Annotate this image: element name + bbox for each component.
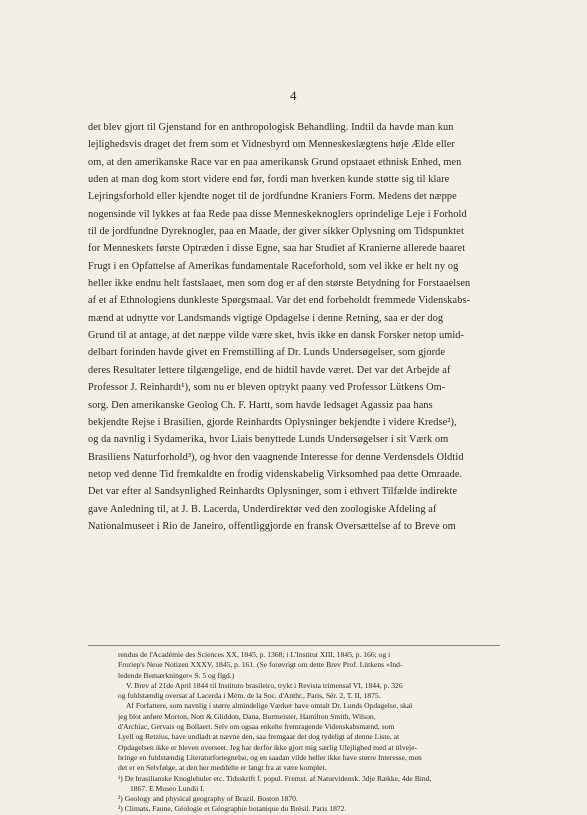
page-number: 4	[290, 88, 297, 103]
body-line: lejlighedsvis draget det frem som et Vidnesbyrd om Menneskeslægtens høje Ælde eller	[88, 139, 455, 151]
footnote-line: Froriep's Neue Notizen XXXV, 1845, p. 161. (Se forøvrigt om dette Brev Prof. Lütkens »Ind-	[118, 660, 403, 670]
body-line: Lejringsforhold eller kjendte noget til de jordfundne Kraniers Form. Medens det næppe	[88, 191, 457, 203]
footnote-line: V. Brev af 21de April 1844 til Instituto brasileiro, trykt i Revista trimensal VI, 1844, p. 326	[126, 680, 403, 690]
body-line: Frugt i en Opfattelse af Amerikas fundamentale Raceforhold, som vel ikke er helt ny og	[88, 260, 459, 272]
body-line: Brasiliens Naturforhold³), og hvor den vaagnende Interesse for denne Verdensdels Oldtid	[88, 451, 464, 463]
footnote-line: jeg blot anføre Morton, Nott & Gliddon, Dana, Burmeister, Hamilton Smith, Wilson,	[118, 711, 376, 721]
body-line: om, at den amerikanske Race var en paa amerikansk Grund opstaaet ethnisk Enhed, men	[88, 156, 462, 168]
footnote-line: Opdagelsen ikke er bleven overseet. Jeg har derfor ikke gjort mig særlig Ulejlighed med at tilveje-	[118, 742, 418, 752]
body-line: heller ikke endnu helt fastslaaet, men som dog er af den største Betydning for Forstaaelsen	[88, 278, 471, 290]
footnote-line: det er en Selvfølge, at den her meddelte er langt fra at være komplet.	[118, 763, 327, 773]
body-line: netop ved denne Tid fremkaldte en frodig videnskabelig Virksomhed paa dette Omraade.	[88, 468, 463, 480]
footnote-line: Lyell og Retzius, have undladt at nævne den, saa fremgaar det dog tydeligt af denne Liste, at	[118, 732, 400, 742]
footnote-line: rendus de l'Académie des Sciences XX, 1845, p. 1368; i L'Institut XIII, 1845, p. 166; og i	[118, 650, 391, 659]
body-line: og da navnlig i Sydamerika, hvor Liais benyttede Lunds Undersøgelser i sit Værk om	[88, 434, 449, 446]
body-line: til de jordfundne Dyreknogler, paa en Maade, der giver sikker Oplysning om Tidspunktet	[88, 226, 464, 238]
body-line: uden at man dog kom stort videre end før, fordi man hverken kunde støtte sig til klare	[88, 174, 450, 186]
footnote-line: ¹) De brasilianske Knoglehuler etc. Tidsskrift f. popul. Fremst. af Naturvidensk. 3dje Række, 4de Bind,	[118, 773, 432, 783]
body-line: mænd at udnytte vor Landsmands vigtige Opdagelse i denne Retning, saa er der dog	[88, 312, 444, 324]
body-line: af et af Ethnologiens dunkleste Spørgsmaal. Var det end forbeholdt fremmede Videnskabs-	[88, 295, 471, 307]
body-line: delbart forinden havde givet en Fremstilling af Dr. Lunds Undersøgelser, som gjorde	[88, 347, 446, 359]
body-line: gave Anledning til, at J. B. Lacerda, Underdirektør ved den zoologiske Afdeling af	[88, 503, 437, 515]
body-text	[88, 119, 500, 535]
body-line: sorg. Den amerikanske Geolog Ch. F. Hartt, som havde ledsaget Agassiz paa hans	[88, 399, 433, 411]
footnote-line: d'Archiac, Gervais og Bollaert. Selv om ogsaa enkelte fremragende Videnskabsmænd, som	[118, 722, 395, 732]
body-line: Det var efter al Sandsynlighed Reinhardts Oplysninger, som i ethvert Tilfælde indirekte	[88, 486, 458, 498]
footnote-line: og fuldstændig oversat af Lacerda i Mém. de la Soc. d'Anthr., Paris, Sér. 2, T. II, 1875.	[118, 691, 381, 701]
body-line: Nationalmuseet i Rio de Janeiro, offentliggjorde en fransk Oversættelse af to Breve om	[88, 520, 456, 532]
footnote-line: bringe en fuldstændig Literaturfortegnelse, og en saadan vilde heller ikke have større Interesse, men	[118, 752, 422, 762]
footnote-line: ledende Bemærkninger« S. 5 og flgd.)	[118, 670, 235, 680]
body-line: for Menneskets første Optræden i disse Egne, saa har Studiet af Kranierne allerede baaret	[88, 243, 466, 255]
body-line: deres Resultater lettere tilgængelige, end de hidtil havde været. Det var det Arbejde af	[88, 364, 451, 376]
footnote-line: 1867. E Museo Lundii I.	[130, 783, 205, 793]
body-line: nogensinde vil lykkes at faa Rede paa disse Menneskeknoglers oprindelige Leje i Forhold	[88, 208, 467, 220]
footnote-divider	[88, 645, 500, 646]
footnotes	[118, 650, 500, 815]
body-line: Professor J. Reinhardt¹), som nu er bleven optrykt paany ved Professor Lütkens Om-	[88, 382, 446, 394]
footnote-line: ²) Geology and physical geography of Brazil. Boston 1870.	[118, 794, 298, 804]
body-line: Grund til at antage, at det næppe vilde være sket, hvis ikke en dansk Forsker netop umid-	[88, 330, 465, 342]
body-line: det blev gjort til Gjenstand for en anthropologisk Behandling. Indtil da havde man kun	[88, 122, 454, 133]
footnote-line: ³) Climats, Faune, Géologie et Géographie botanique du Brésil. Paris 1872.	[118, 804, 347, 814]
footnote-line: Af Forfattere, som navnlig i større almindelige Værker have omtalt Dr. Lunds Opdagelse, skal	[126, 701, 413, 711]
body-line: bekjendte Rejse i Brasilien, gjorde Reinhardts Oplysninger bekjendte i videre Kredse²),	[88, 416, 457, 428]
